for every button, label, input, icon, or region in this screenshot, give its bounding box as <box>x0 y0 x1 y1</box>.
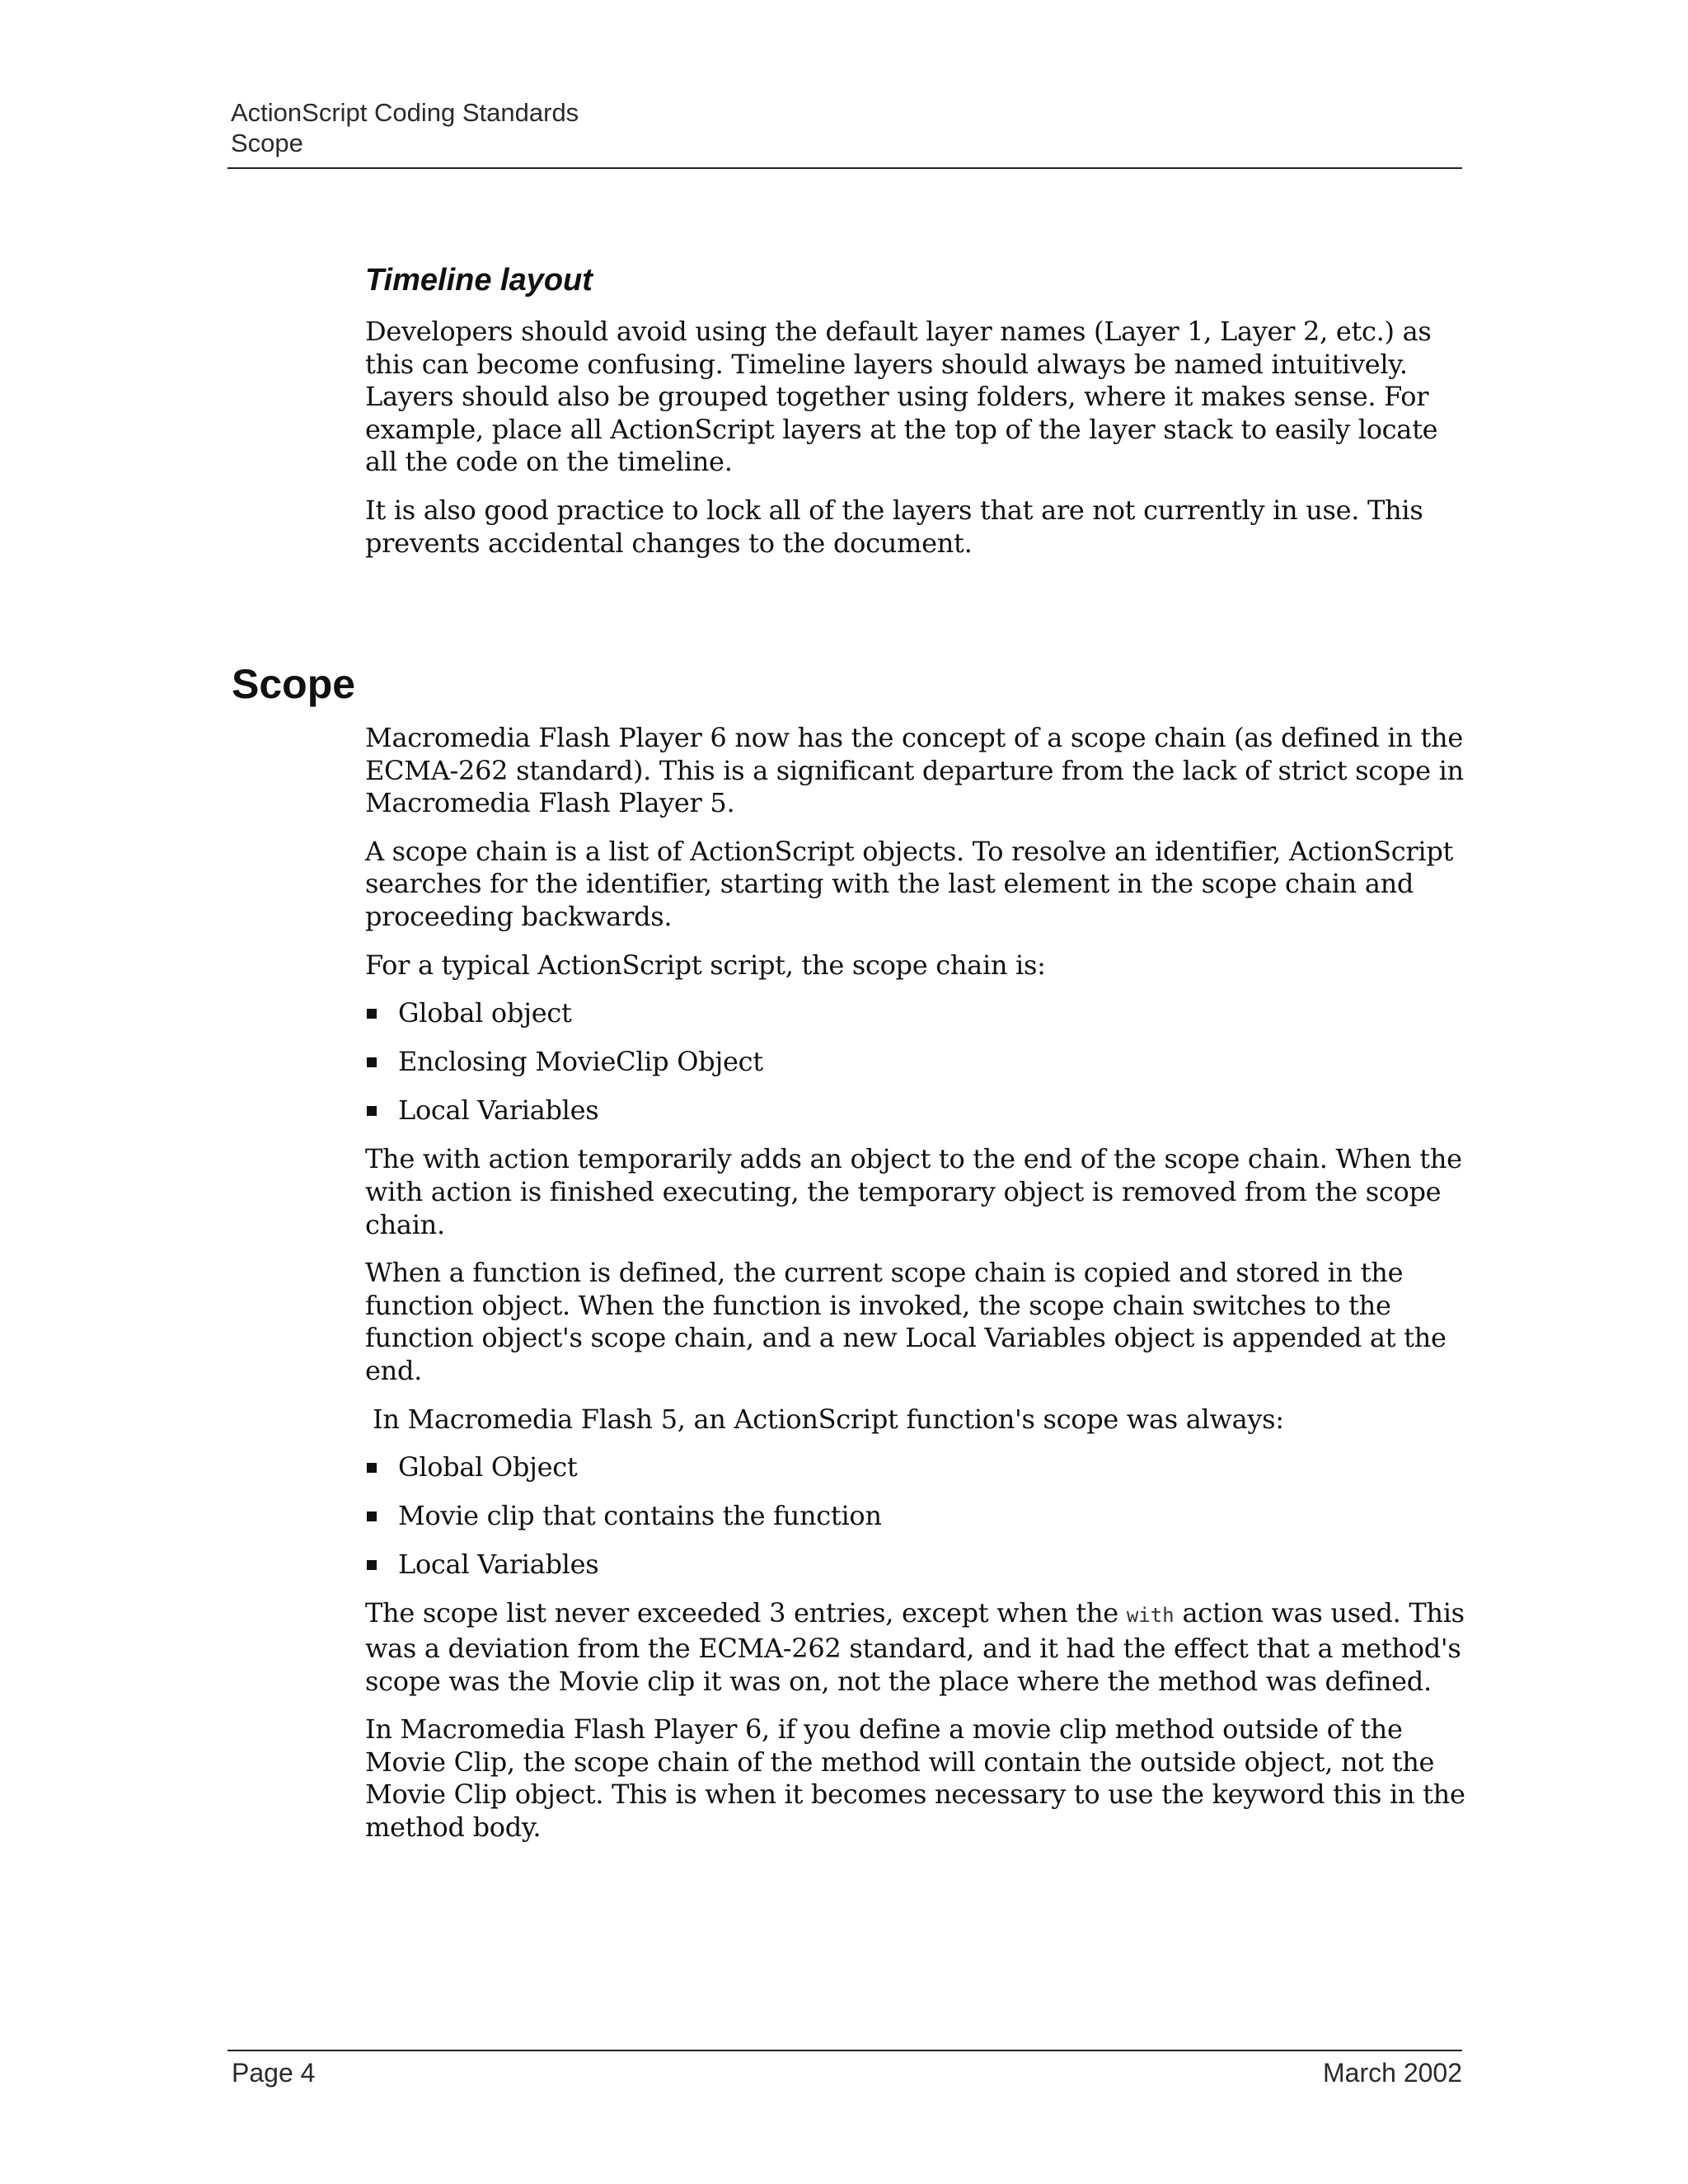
list-item-text: Local Variables <box>398 1549 599 1581</box>
timeline-layout-body <box>365 316 1474 575</box>
footer-rule <box>227 2050 1462 2051</box>
header-doc-title: ActionScript Coding Standards <box>231 98 579 127</box>
scope-chain-list <box>365 997 1474 1127</box>
list-item-text: Movie clip that contains the function <box>398 1500 882 1532</box>
bullet-square-icon <box>367 1057 377 1067</box>
timeline-paragraph-1: Developers should avoid using the default layer names (Layer 1, Layer 2, etc.) as this can become confusing. Timeline layers should always be named intuitively. Layers should also be grouped together using folders, where it makes sense. For example, place all ActionScript layers at the top of the layer stack to easily locate all the code on the timeline. <box>365 316 1438 478</box>
running-header <box>231 97 579 158</box>
scope-heading: Scope <box>232 661 356 707</box>
bullet-square-icon <box>367 1511 377 1521</box>
scope-paragraph-2: A scope chain is a list of ActionScript objects. To resolve an identifier, ActionScript searches for the identifier, starting with the last element in the scope chain and proceeding backwards. <box>365 835 1454 932</box>
page-number: Page 4 <box>232 2058 316 2088</box>
scope-paragraph-1: Macromedia Flash Player 6 now has the concept of a scope chain (as defined in the ECMA-262 standard). This is a significant departure from the lack of strict scope in Macromedia Flash Player 5. <box>365 722 1464 819</box>
paragraph-7-text-after: action was used. This was a deviation from the ECMA-262 standard, and it had the effect that a method's scope was the Movie clip it was on, not the place where the method was defined. <box>365 1597 1465 1697</box>
paragraph-7-text-before: The scope list never exceeded 3 entries, except when the <box>365 1597 1127 1629</box>
list-item-text: Local Variables <box>398 1094 599 1127</box>
publication-date: March 2002 <box>1323 2058 1462 2088</box>
scope-paragraph-3: For a typical ActionScript script, the scope chain is: <box>365 949 1046 981</box>
list-item <box>365 1500 1474 1533</box>
scope-paragraph-6: In Macromedia Flash 5, an ActionScript function's scope was always: <box>373 1403 1284 1435</box>
scope-paragraph-7 <box>365 1597 1474 1698</box>
list-item <box>365 1094 1474 1127</box>
timeline-paragraph-2: It is also good practice to lock all of the layers that are not currently in use. This prevents accidental changes to the document. <box>365 494 1423 559</box>
list-item <box>365 1549 1474 1582</box>
timeline-layout-heading: Timeline layout <box>365 263 593 298</box>
header-section-name: Scope <box>231 129 303 157</box>
list-item <box>365 1451 1474 1484</box>
list-item-text: Global object <box>398 997 572 1029</box>
header-rule <box>227 167 1462 169</box>
scope-paragraph-5: When a function is defined, the current scope chain is copied and stored in the function object. When the function is invoked, the scope chain switches to the function object's scope chain, and a new Local Variables object is appended at the end. <box>365 1257 1447 1386</box>
scope-body <box>365 722 1474 1860</box>
flash5-scope-list <box>365 1451 1474 1582</box>
with-keyword-code: with <box>1126 1604 1175 1628</box>
list-item-text: Enclosing MovieClip Object <box>398 1046 763 1078</box>
list-item-text: Global Object <box>398 1451 578 1483</box>
bullet-square-icon <box>367 1009 377 1019</box>
bullet-square-icon <box>367 1106 377 1116</box>
scope-paragraph-8: In Macromedia Flash Player 6, if you define a movie clip method outside of the Movie Clip, the scope chain of the method will contain the outside object, not the Movie Clip object. This is when it becomes necessary to use the keyword this in the method body. <box>365 1713 1465 1844</box>
list-item <box>365 1046 1474 1079</box>
bullet-square-icon <box>367 1560 377 1570</box>
bullet-square-icon <box>367 1463 377 1473</box>
scope-paragraph-4: The with action temporarily adds an object to the end of the scope chain. When the with action is finished executing, the temporary object is removed from the scope chain. <box>365 1143 1462 1240</box>
list-item <box>365 997 1474 1030</box>
